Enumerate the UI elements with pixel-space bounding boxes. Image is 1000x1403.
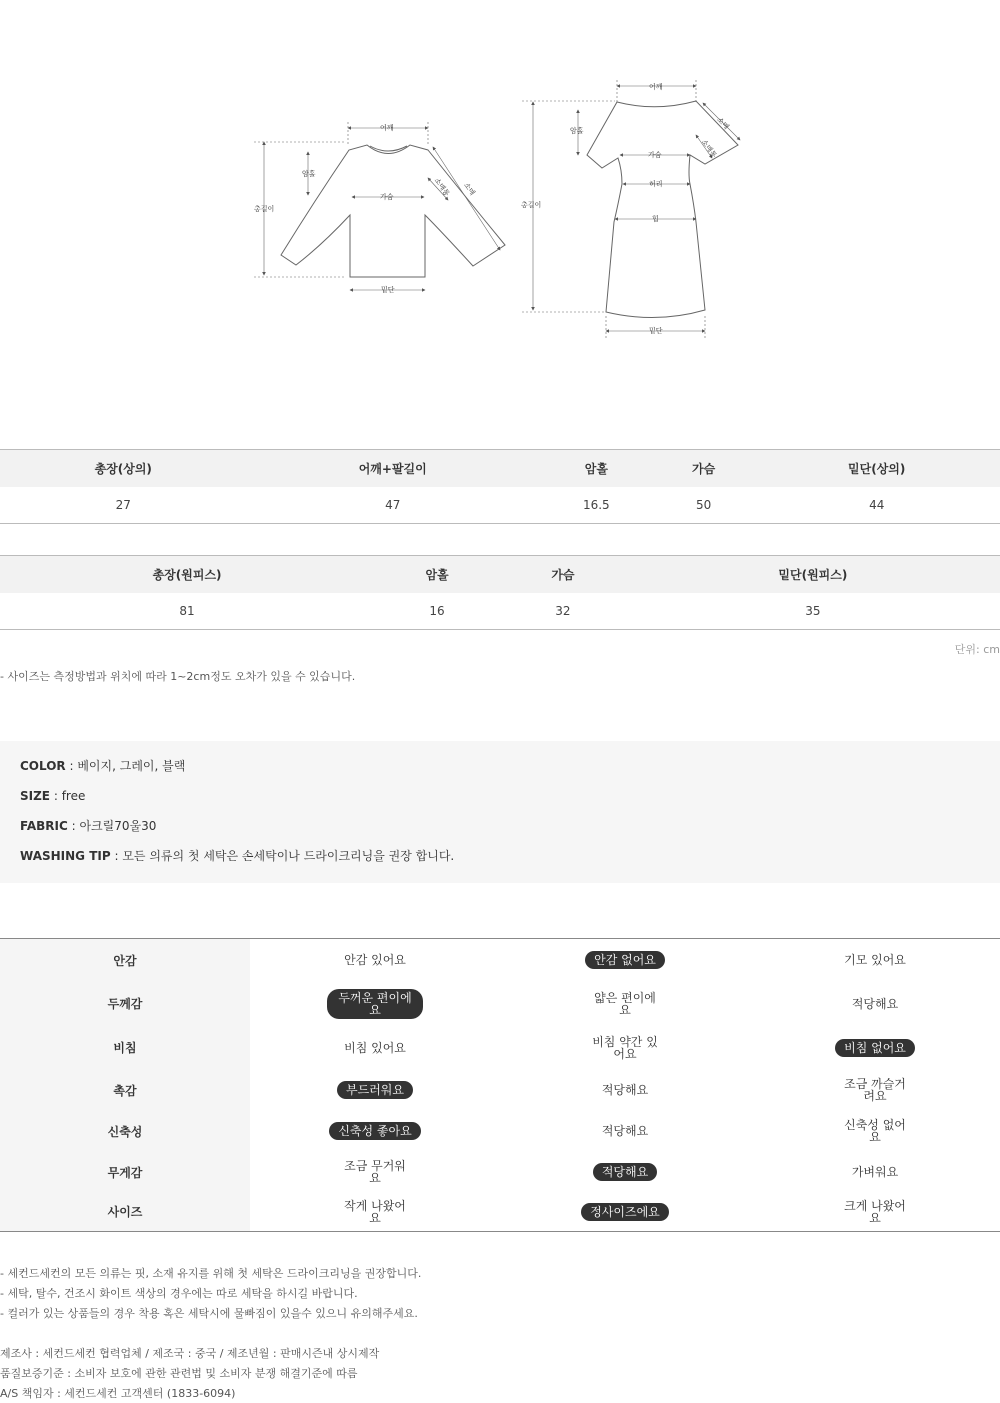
care-note: - 세탁, 탈수, 건조시 화이트 색상의 경우에는 따로 세탁을 하시길 바랍니다. xyxy=(0,1287,358,1300)
fabric-feel-table xyxy=(0,938,1000,1232)
feel-label: 무게감 xyxy=(0,1152,250,1193)
feel-option-selected: 안감 없어요 xyxy=(585,951,665,969)
info-fabric-value: : 아크릴70울30 xyxy=(67,819,157,833)
dress-label-hem: 밑단 xyxy=(649,327,663,335)
dress-label-armhole: 암홀 xyxy=(570,127,584,135)
dress-size-header: 가슴 xyxy=(500,556,626,593)
feel-label: 비침 xyxy=(0,1026,250,1070)
dress-size-table xyxy=(0,555,1000,630)
top-label-hem: 밑단 xyxy=(381,286,395,294)
info-color-key: COLOR xyxy=(20,759,66,773)
feel-label: 두께감 xyxy=(0,982,250,1026)
feel-option-selected: 신축성 좋아요 xyxy=(329,1122,420,1140)
feel-row-lining xyxy=(0,939,1000,982)
feel-option: 크게 나왔어요 xyxy=(844,1198,906,1225)
top-label-chest: 가슴 xyxy=(380,193,394,201)
feel-option: 비침 약간 있어요 xyxy=(592,1034,658,1061)
info-washing-key: WASHING TIP xyxy=(20,849,111,863)
dress-size-header: 총장(원피스) xyxy=(0,556,374,593)
dress-garment-outline xyxy=(587,101,738,318)
feel-row-weight xyxy=(0,1152,1000,1193)
top-label-armhole: 암홀 xyxy=(302,170,316,178)
feel-option: 조금 까슬거려요 xyxy=(844,1077,906,1103)
info-washing xyxy=(20,848,980,878)
dress-label-sleeve: 소매 xyxy=(715,115,731,132)
feel-option-selected: 비침 없어요 xyxy=(835,1039,915,1057)
top-size-value: 50 xyxy=(654,487,754,524)
dress-measure-lines xyxy=(522,80,740,340)
feel-option: 적당해요 xyxy=(851,996,899,1011)
feel-option: 작게 나왔어요 xyxy=(344,1198,406,1225)
dress-label-sleeve-width: 소매통 xyxy=(699,138,718,160)
dress-size-header: 밑단(원피스) xyxy=(626,556,1000,593)
feel-option: 적당해요 xyxy=(601,1124,649,1138)
feel-option-selected: 적당해요 xyxy=(593,1163,657,1181)
feel-option: 비침 있어요 xyxy=(344,1040,406,1055)
dress-label-hip: 힙 xyxy=(652,215,659,223)
top-size-value: 47 xyxy=(247,487,539,524)
feel-option-selected: 부드러워요 xyxy=(337,1081,413,1099)
dress-label-shoulder: 어깨 xyxy=(649,83,663,91)
feel-label: 촉감 xyxy=(0,1070,250,1111)
info-fabric-key: FABRIC xyxy=(20,819,68,833)
top-size-header: 총장(상의) xyxy=(0,450,247,487)
info-washing-value: : 모든 의류의 첫 세탁은 손세탁이나 드라이크리닝을 권장 합니다. xyxy=(110,849,455,863)
info-size-value: : free xyxy=(50,789,86,803)
top-label-sleeve: 소매 xyxy=(462,181,477,197)
top-label-shoulder: 어깨 xyxy=(380,124,394,132)
feel-option: 조금 무거워요 xyxy=(344,1159,406,1185)
top-size-header: 가슴 xyxy=(654,450,754,487)
info-size-key: SIZE xyxy=(20,789,51,803)
feel-option: 가벼워요 xyxy=(851,1165,899,1179)
top-size-value: 44 xyxy=(753,487,1000,524)
top-label-total-length: 총길이 xyxy=(254,205,275,213)
top-size-value: 16.5 xyxy=(539,487,654,524)
size-note: - 사이즈는 측정방법과 위치에 따라 1~2cm정도 오차가 있을 수 있습니다. xyxy=(0,670,356,683)
top-size-header: 어깨+팔길이 xyxy=(247,450,539,487)
top-size-header: 밑단(상의) xyxy=(753,450,1000,487)
feel-option: 신축성 없어요 xyxy=(844,1118,906,1144)
top-size-value-row xyxy=(0,487,1000,524)
measurement-diagram xyxy=(0,0,1000,400)
top-size-value: 27 xyxy=(0,487,247,524)
feel-label: 신축성 xyxy=(0,1111,250,1152)
top-garment-outline xyxy=(281,145,505,277)
feel-row-touch xyxy=(0,1070,1000,1111)
dress-size-header-row xyxy=(0,556,1000,593)
dress-size-header: 암홀 xyxy=(374,556,500,593)
maker-info: 제조사 : 세컨드세컨 협력업체 / 제조국 : 중국 / 제조년월 : 판매시즌내 상시제작 xyxy=(0,1347,380,1360)
feel-row-stretch xyxy=(0,1111,1000,1152)
top-size-header: 암홀 xyxy=(539,450,654,487)
dress-label-chest: 가슴 xyxy=(648,151,662,159)
as-info: A/S 책임자 : 세컨드세컨 고객센터 (1833-6094) xyxy=(0,1387,236,1400)
feel-label: 사이즈 xyxy=(0,1193,250,1232)
feel-option: 안감 있어요 xyxy=(344,953,406,968)
dress-size-value: 32 xyxy=(500,593,626,630)
care-note: - 컬러가 있는 상품들의 경우 착용 혹은 세탁시에 물빠짐이 있을수 있으니 유의해주세요. xyxy=(0,1307,418,1320)
dress-size-value: 81 xyxy=(0,593,374,630)
info-fabric xyxy=(20,818,980,848)
feel-option-selected: 두꺼운 편이에요 xyxy=(327,989,423,1019)
dress-label-total-length: 총길이 xyxy=(521,201,542,209)
dress-size-value-row xyxy=(0,593,1000,630)
top-size-table xyxy=(0,449,1000,524)
feel-row-fit xyxy=(0,1193,1000,1232)
dress-label-waist: 허리 xyxy=(649,180,663,188)
top-measure-lines xyxy=(254,122,500,290)
feel-row-thickness xyxy=(0,982,1000,1026)
feel-option: 적당해요 xyxy=(601,1083,649,1097)
quality-info: 품질보증기준 : 소비자 보호에 관한 관련법 및 소비자 분쟁 해결기준에 따름 xyxy=(0,1367,358,1380)
feel-label: 안감 xyxy=(0,939,250,982)
unit-label: 단위: cm xyxy=(954,643,1000,656)
garment-diagram-svg xyxy=(0,0,1000,400)
top-size-header-row xyxy=(0,450,1000,487)
feel-option-selected: 정사이즈에요 xyxy=(581,1203,669,1221)
dress-size-value: 35 xyxy=(626,593,1000,630)
info-color-value: : 베이지, 그레이, 블랙 xyxy=(65,759,186,773)
info-size xyxy=(20,788,980,818)
feel-option: 기모 있어요 xyxy=(844,953,906,968)
top-label-sleeve-width: 소매통 xyxy=(432,176,451,198)
product-info-box xyxy=(0,741,1000,883)
feel-option: 얇은 편이에요 xyxy=(594,990,656,1017)
dress-size-value: 16 xyxy=(374,593,500,630)
info-color xyxy=(20,758,980,788)
care-note: - 세컨드세컨의 모든 의류는 핏, 소재 유지를 위해 첫 세탁은 드라이크리닝을 권장합니다. xyxy=(0,1267,422,1280)
feel-row-sheerness xyxy=(0,1026,1000,1070)
